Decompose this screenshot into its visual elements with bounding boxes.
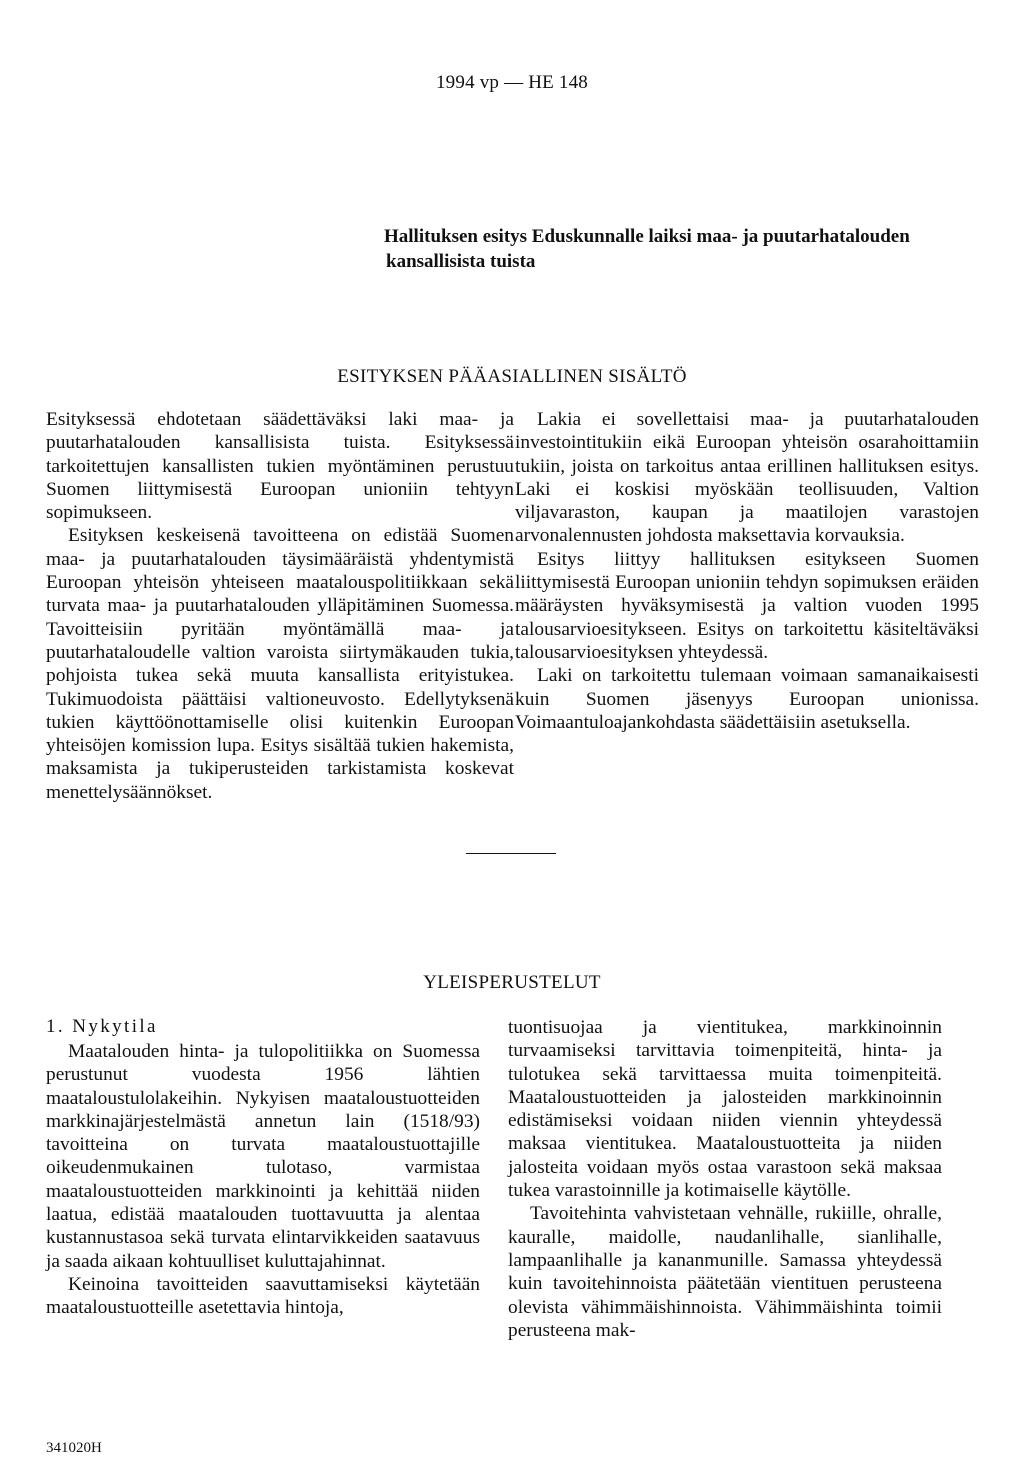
summary-left-column	[46, 408, 514, 804]
summary-right-paragraph-1: Lakia ei sovellettaisi maa- ja puutarhatalouden investointitukiin eikä Euroopan yhteisön osarahoittamiin tukiin, joista on tarkoitus antaa erillinen hallituksen esitys. Laki ei koskisi myöskään teollisuuden, Valtion viljavaraston, kaupan ja maatilojen varastojen arvonalennusten johdosta maksettavia korvauksia.	[515, 409, 979, 547]
general-heading: YLEISPERUSTELUT	[423, 972, 601, 993]
summary-right-paragraph-2: Esitys liittyy hallituksen esitykseen Suomen liittymisestä Euroopan unioniin tehdyn sopimuksen eräiden määräysten hyväksymisestä ja valtion vuoden 1995 talousarvioesitykseen. Esitys on tarkoitettu käsiteltäväksi talousarvioesityksen yhteydessä.	[515, 548, 979, 663]
footer-code: 341020H	[46, 1440, 102, 1456]
general-right-paragraph-2: Tavoitehinta vahvistetaan vehnälle, rukiille, ohralle, kauralle, maidolle, naudanlihalle, sianlihalle, lampaanlihalle ja kananmunille. Samassa yhteydessä kuin tavoitehinnoista päätetään vientituen perusteena olevista vähimmäishinnoista. Vähimmäishinta toimii perusteena mak-	[508, 1203, 942, 1341]
subsection-heading: 1. Nykytila	[46, 1016, 158, 1037]
document-title: Hallituksen esitys Eduskunnalle laiksi maa- ja puutarhatalouden kansallisista tuista	[384, 226, 910, 272]
section-divider	[466, 853, 556, 854]
general-left-paragraph-2: Keinoina tavoitteiden saavuttamiseksi käytetään maataloustuotteille asetettavia hintoja,	[46, 1273, 480, 1319]
running-head: 1994 vp — HE 148	[435, 72, 589, 93]
general-left-paragraph-1: Maatalouden hinta- ja tulopolitiikka on Suomessa perustunut vuodesta 1956 lähtien maataloustulolakeihin. Nykyisen maataloustuotteiden markkinajärjestelmästä annetun lain (1518/93) tavoitteina on turvata maataloustuottajille oikeudenmukainen tulotaso, varmistaa maataloustuotteiden markkinointi ja kehittää niiden laatua, edistää maatalouden tuottavuutta ja alentaa kustannustasoa sekä turvata elintarvikkeiden saatavuus ja saada aikaan kohtuulliset kuluttajahinnat.	[46, 1041, 480, 1272]
general-right-column	[508, 1016, 942, 1342]
summary-left-paragraph-2: Esityksen keskeisenä tavoitteena on edistää Suomen maa- ja puutarhatalouden täysimääräistä yhdentymistä Euroopan yhteisön yhteiseen maatalouspolitiikkaan sekä turvata maa- ja puutarhatalouden ylläpitäminen Suomessa. Tavoitteisiin pyritään myöntämällä maa- ja puutarhataloudelle valtion varoista siirtymäkauden tukia, pohjoista tukea sekä muuta kansallista erityistukea. Tukimuodoista päättäisi valtioneuvosto. Edellytyksenä tukien käyttöönottamiselle olisi kuitenkin Euroopan yhteisöjen komission lupa. Esitys sisältää tukien hakemista, maksamista ja tukiperusteiden tarkistamista koskevat menettelysäännökset.	[46, 525, 514, 803]
general-right-paragraph-1: tuontisuojaa ja vientitukea, markkinoinnin turvaamiseksi tarvittavia toimenpiteitä, hinta- ja tulotukea sekä tarvittaessa muita toimenpiteitä. Maataloustuotteiden ja jalosteiden markkinoinnin edistämiseksi voidaan niiden viennin yhteydessä maksaa vientitukea. Maataloustuotteita ja niiden jalosteita voidaan myös ostaa varastoon sekä maksaa tukea varastoinnille ja kotimaiselle käytölle.	[508, 1017, 942, 1202]
summary-heading: ESITYKSEN PÄÄASIALLINEN SISÄLTÖ	[337, 366, 687, 387]
summary-right-paragraph-3: Laki on tarkoitettu tulemaan voimaan samanaikaisesti kuin Suomen jäsenyys Euroopan unionissa. Voimaantuloajankohdasta säädettäisiin asetuksella.	[515, 665, 979, 733]
summary-right-column	[515, 408, 979, 734]
general-left-column	[46, 1040, 480, 1320]
summary-left-paragraph-1: Esityksessä ehdotetaan säädettäväksi laki maa- ja puutarhatalouden kansallisista tuista. Esityksessä tarkoitettujen kansallisten tukien myöntäminen perustuu Suomen liittymisestä Euroopan unioniin tehtyyn sopimukseen.	[46, 409, 514, 524]
